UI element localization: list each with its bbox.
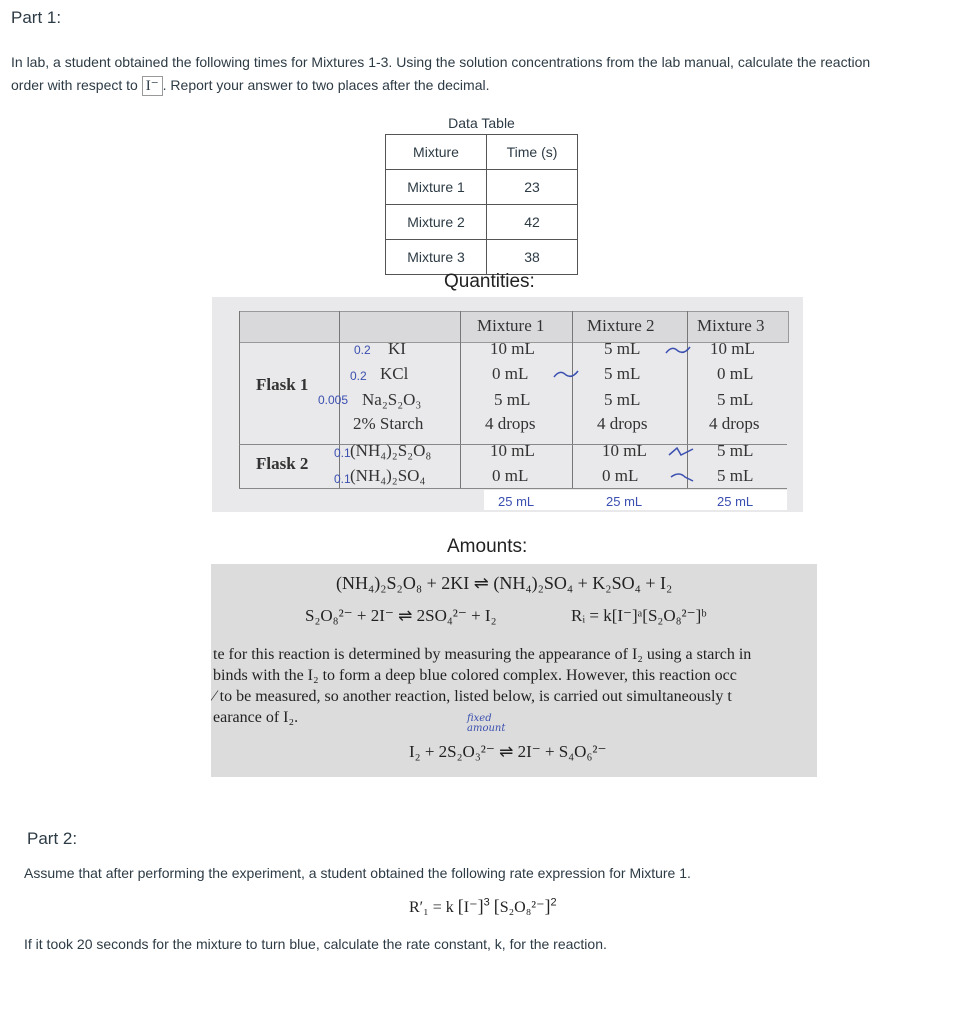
mixture-cell: Mixture 1 [386, 170, 487, 205]
photo-text-line: binds with the I₂ to form a deep blue colored complex. However, this reaction occ [213, 667, 737, 684]
data-table-header-time: Time (s) [487, 135, 578, 170]
volume-cell: 5 mL [717, 390, 754, 409]
conc-annotation: 0.1 [334, 446, 351, 460]
volume-cell: 0 mL [717, 364, 754, 383]
quantities-photo [212, 297, 803, 512]
volume-cell: 5 mL [717, 441, 754, 460]
volume-cell: 10 mL [490, 339, 535, 358]
arrow-annotation-icon [664, 343, 694, 357]
data-table-caption: Data Table [448, 115, 515, 131]
time-cell: 23 [487, 170, 578, 205]
data-table [385, 134, 578, 275]
volume-cell: 5 mL [604, 390, 641, 409]
volume-cell: 5 mL [717, 466, 754, 485]
reagent-name: KCl [380, 364, 409, 383]
flask2-label: Flask 2 [256, 454, 309, 473]
reagent-name: Na₂S₂O₃ [362, 390, 422, 409]
photo-col-mixture2: Mixture 2 [587, 316, 655, 335]
photo-text-line: earance of I₂. [213, 709, 299, 726]
part1-intro-line2: order with respect to I⁻ . Report your answer to two places after the decimal. [11, 77, 490, 95]
volume-cell: 0 mL [492, 466, 529, 485]
volume-cell: 5 mL [604, 364, 641, 383]
volume-cell: 4 drops [597, 414, 648, 433]
conc-annotation: 0.2 [354, 343, 371, 357]
mixture-cell: Mixture 3 [386, 240, 487, 275]
conc-annotation: 0.005 [318, 393, 349, 407]
part1-intro [11, 51, 956, 97]
part2-heading: Part 2: [27, 829, 78, 848]
photo-col-mixture1: Mixture 1 [477, 316, 545, 335]
flask1-label: Flask 1 [256, 375, 309, 394]
total-volume: 25 mL [717, 494, 754, 509]
table-row [386, 170, 578, 205]
total-volume: 25 mL [498, 494, 535, 509]
iodide-math: I⁻ [142, 76, 163, 96]
arrow-annotation-icon [552, 367, 582, 381]
volume-cell: 0 mL [602, 466, 639, 485]
data-table-header-mixture: Mixture [386, 135, 487, 170]
time-cell: 42 [487, 205, 578, 240]
rate-law: Rᵢ = k[I⁻]ᵃ[S₂O₈²⁻]ᵇ [571, 606, 707, 625]
photo-text-line: ⁄ to be measured, so another reaction, listed below, is carried out simultaneously t [213, 688, 732, 705]
total-volume: 25 mL [606, 494, 643, 509]
quantities-label: Quantities: [444, 271, 535, 292]
volume-cell: 4 drops [485, 414, 536, 433]
volume-cell: 4 drops [709, 414, 760, 433]
part1-intro-line1: In lab, a student obtained the following times for Mixtures 1-3. Using the solution concentrations from the lab manual, calculate the reaction [11, 54, 871, 70]
volume-cell: 10 mL [490, 441, 535, 460]
volume-cell: 5 mL [494, 390, 531, 409]
thiosulfate-equation: I₂ + 2S₂O₃²⁻ ⇌ 2I⁻ + S₄O₆²⁻ [409, 742, 607, 761]
amounts-photo [211, 564, 817, 777]
volume-cell: 0 mL [492, 364, 529, 383]
photo-col-mixture3: Mixture 3 [697, 316, 765, 335]
amounts-label: Amounts: [447, 536, 528, 557]
arrow-annotation-icon [667, 445, 697, 459]
part2-question: If it took 20 seconds for the mixture to turn blue, calculate the rate constant, k, for the reaction. [24, 936, 607, 952]
ionic-equation: S₂O₈²⁻ + 2I⁻ ⇌ 2SO₄²⁻ + I₂ [305, 606, 497, 625]
part2-intro: Assume that after performing the experiment, a student obtained the following rate expression for Mixture 1. [24, 865, 691, 881]
reagent-name: (NH₄)₂SO₄ [350, 466, 426, 485]
reagent-name: 2% Starch [353, 414, 424, 433]
reagent-name: (NH₄)₂S₂O₈ [350, 441, 432, 460]
rate-expression: R′₁ = k $[I^-]^3$ $[S_2O_8^{2-}]^2$ [409, 896, 557, 916]
mixture-cell: Mixture 2 [386, 205, 487, 240]
part1-heading: Part 1: [11, 8, 62, 27]
volume-cell: 10 mL [602, 441, 647, 460]
volume-cell: 5 mL [604, 339, 641, 358]
handwritten-note: fixed amount [467, 713, 506, 734]
photo-text-line: te for this reaction is determined by measuring the appearance of I₂ using a starch in [213, 646, 752, 663]
conc-annotation: 0.1 [334, 472, 351, 486]
overall-equation: (NH₄)₂S₂O₈ + 2KI ⇌ (NH₄)₂SO₄ + K₂SO₄ + I₂ [336, 573, 673, 593]
table-row [386, 205, 578, 240]
reagent-name: KI [388, 339, 406, 358]
conc-annotation: 0.2 [350, 369, 367, 383]
table-row [386, 240, 578, 275]
time-cell: 38 [487, 240, 578, 275]
volume-cell: 10 mL [710, 339, 755, 358]
arrow-annotation-icon [667, 471, 697, 485]
